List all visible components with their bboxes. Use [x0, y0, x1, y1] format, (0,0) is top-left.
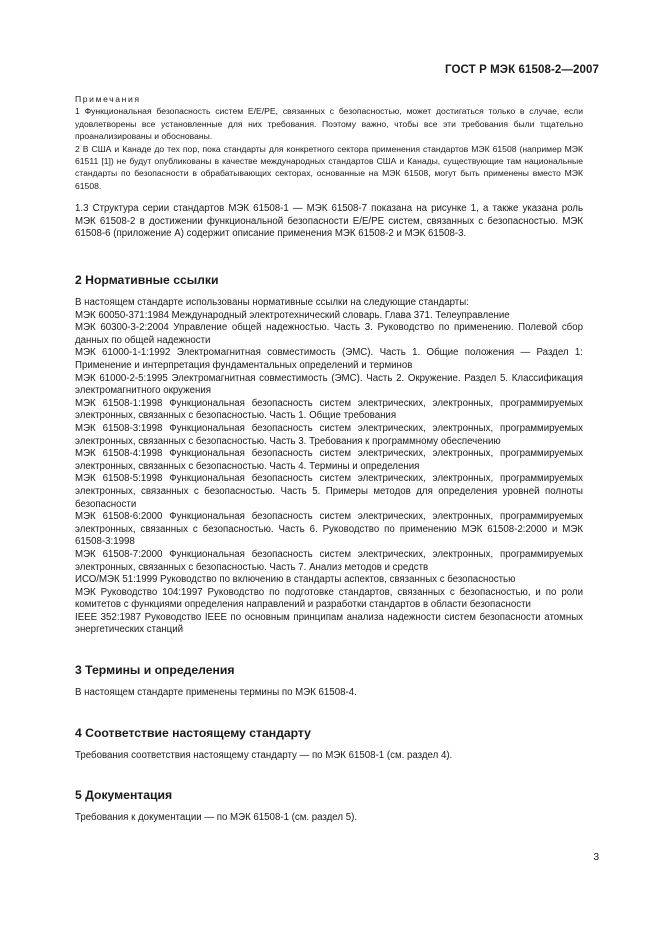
section-2-heading: 2 Нормативные ссылки: [75, 273, 219, 288]
reference-item: МЭК 60050-371:1984 Международный электротехнический словарь. Глава 371. Телеуправление: [75, 309, 510, 321]
paragraph-1-3-block: [75, 203, 583, 241]
section-3-heading: 3 Термины и определения: [75, 663, 235, 678]
section-3-text: В настоящем стандарте применены термины по МЭК 61508-4.: [75, 687, 357, 699]
notes-title: Примечания: [75, 94, 141, 104]
reference-item: МЭК Руководство 104:1997 Руководство по подготовке стандартов, связанных с безопасностью, и по роли комитетов с функциями определения направлений и разработки стандартов в области безопасности: [75, 586, 583, 611]
page-content: [75, 93, 583, 825]
section-3-body: [75, 687, 583, 700]
section-5-body: [75, 812, 583, 825]
section-2-intro: В настоящем стандарте использованы нормативные ссылки на следующие стандарты:: [75, 297, 469, 309]
document-header: ГОСТ Р МЭК 61508-2—2007: [445, 64, 599, 76]
note-2: 2 В США и Канаде до тех пор, пока стандарты для конкретного сектора применения стандартов МЭК 61508 (например МЭК 61511 [1]) не будут опубликованы в качестве международных стандартов США и Канады, существующие там национальные стандарты по безопасности в обрабатывающих секторах, основанные на МЭК 61508, могут быть применены вместо МЭК 61508.: [75, 143, 583, 191]
section-5-text: Требования к документации — по МЭК 61508-1 (см. раздел 5).: [75, 812, 358, 824]
section-4-heading: 4 Соответствие настоящему стандарту: [75, 725, 311, 740]
section-2-body: [75, 297, 583, 637]
reference-item: МЭК 60300-3-2:2004 Управление общей надежностью. Часть 3. Руководство по применению. Полевой сбор данных по общей надежности: [75, 322, 583, 346]
reference-item: МЭК 61508-3:1998 Функциональная безопасность систем электрических, электронных, программируемых электронных, связанных с безопасностью. Часть 3. Требования к программному обеспечению: [75, 422, 583, 447]
reference-item: IEEE 352:1987 Руководство IEEE по основным принципам анализа надежности систем безопасности атомных энергетических станций: [75, 611, 583, 636]
reference-item: МЭК 61508-4:1998 Функциональная безопасность систем электрических, электронных, программируемых электронных, связанных с безопасностью. Часть 4. Термины и определения: [75, 448, 583, 472]
section-5-heading: 5 Документация: [75, 788, 173, 803]
reference-item: МЭК 61508-1:1998 Функциональная безопасность систем электрических, электронных, программируемых электронных, связанных с безопасностью. Часть 1. Общие требования: [75, 397, 583, 422]
reference-item: МЭК 61508-7:2000 Функциональная безопасность систем электрических, электронных, программируемых электронных, связанных с безопасностью. Часть 7. Анализ методов и средств: [75, 548, 583, 573]
reference-item: МЭК 61508-6:2000 Функциональная безопасность систем электрических, электронных, программируемых электронных, связанных с безопасностью. Часть 6. Руководство по применению МЭК 61508-2:2000 и МЭК 61508-3:1998: [75, 511, 583, 548]
reference-item: ИСО/МЭК 51:1999 Руководство по включению в стандарты аспектов, связанных с безопасностью: [75, 574, 516, 586]
reference-item: МЭК 61000-1-1:1992 Электромагнитная совместимость (ЭМС). Часть 1. Общие положения — Раздел 1: Применение и интерпретация фундаментальных определений и терминов: [75, 347, 583, 371]
notes-block: [75, 93, 583, 192]
section-4-body: [75, 750, 583, 763]
section-4-text: Требования соответствия настоящему стандарту — по МЭК 61508-1 (см. раздел 4).: [75, 749, 453, 761]
reference-item: МЭК 61508-5:1998 Функциональная безопасность систем электрических, электронных, программируемых электронных, связанных с безопасностью. Часть 5. Примеры методов для определения уровней полноты безопасности: [75, 473, 583, 510]
reference-item: МЭК 61000-2-5:1995 Электромагнитная совместимость (ЭМС). Часть 2. Окружение. Раздел 5. Классификация электромагнитного окружения: [75, 372, 583, 397]
paragraph-1-3: 1.3 Структура серии стандартов МЭК 61508-1 — МЭК 61508-7 показана на рисунке 1, а также указана роль МЭК 61508-2 в достижении функциональной безопасности Е/Е/РЕ систем, связанных с безопасностью. МЭК 61508-6 (приложение А) содержит описание применения МЭК 61508-2 и МЭК 61508-3.: [75, 203, 583, 240]
page-number: 3: [593, 852, 599, 863]
note-1: 1 Функциональная безопасность систем Е/Е/РЕ, связанных с безопасностью, может достигаться только в случае, если удовлетворены все установленные для них требования. Поэтому важно, чтобы все эти требования были тщательно проанализированы и обоснованы.: [75, 106, 583, 142]
